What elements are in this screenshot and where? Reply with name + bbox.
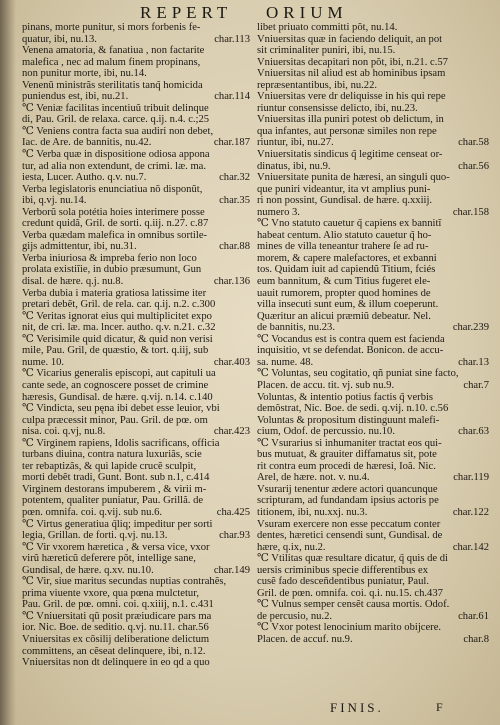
- index-line: [22, 553, 250, 565]
- index-entry-text: gijs admittentur, ibi, nu.31.: [22, 241, 137, 253]
- index-line: [22, 68, 250, 80]
- index-entry-text: Virginem destorans impuberem , & virii m-: [22, 483, 207, 495]
- index-entry-text: Verba quædam malefica in omnibus sortile-: [22, 229, 208, 241]
- index-entry-text: Vniuersitatis sindicus q̃ legitime censeat or-: [257, 149, 443, 161]
- index-entry-text: Venena amatoria, & fanatiua , non factarite: [22, 45, 205, 57]
- running-header-left: REPERT: [140, 3, 233, 22]
- index-line: [22, 322, 250, 334]
- index-entry-text: nume. 10.: [22, 356, 65, 368]
- index-column-right: [257, 22, 489, 712]
- index-entry-text: di, Pau. Gril. de relaxa. carce. q.ij. n.4. c.;25: [22, 114, 210, 126]
- index-entry-reference: char.88: [219, 241, 250, 253]
- index-entry-text: Voluntas & propositum distinguunt malefi-: [257, 414, 440, 426]
- index-line: [257, 161, 489, 173]
- index-line: [257, 380, 489, 392]
- index-entry-text: ℃ Vocandus est is contra quem est facienda: [257, 333, 445, 345]
- index-entry-text: ℃ Vniuersitati qũ posit præiudicare pars ma: [22, 610, 212, 622]
- index-column-left: [22, 22, 250, 712]
- index-entry-text: prima viuente vxore, qua pœna mulctetur,: [22, 587, 199, 599]
- index-line: [22, 634, 250, 646]
- index-entry-text: ℃ Verba quæ in dispositione odiosa appona: [22, 149, 210, 161]
- index-entry-reference: char.119: [453, 472, 489, 484]
- index-entry-text: ℃ Vicarius generalis episcopi, aut capituli ua: [22, 368, 216, 380]
- index-line: [257, 172, 489, 184]
- index-line: [257, 415, 489, 427]
- index-entry-text: legia, Grillan. de forti. q.vj. nu.13.: [22, 530, 168, 542]
- running-header-right: ORIUM: [266, 3, 348, 22]
- index-entry-text: bus mutuat, & grauiter diffamatus sit, pote: [257, 449, 437, 461]
- index-entry-reference: char.122: [452, 506, 489, 518]
- index-entry-reference: char.239: [452, 322, 489, 334]
- index-line: [22, 22, 250, 34]
- index-entry-text: culpa præcessit minor, Pau. Gril. de pœ. om: [22, 414, 208, 426]
- index-entry-text: dinatus, ibi, nu.9.: [257, 160, 331, 172]
- index-entry-reference: char.114: [214, 91, 250, 103]
- index-entry-text: iesta, Lucer. Autho. q.v. nu.7.: [22, 172, 147, 184]
- index-entry-text: que puniri videantur, ita vt amplius puni-: [257, 183, 431, 195]
- index-entry-reference: char.403: [213, 356, 250, 368]
- index-entry-reference: char.149: [213, 564, 250, 576]
- index-line: [22, 91, 250, 103]
- index-line: [257, 576, 489, 588]
- index-line: [22, 611, 250, 623]
- index-entry-text: titionem, ibi, nu.xxj. nu.3.: [257, 506, 368, 518]
- index-entry-text: ℃ Virginem rapiens, Idolis sacrificans, officia: [22, 437, 220, 449]
- index-line: [257, 311, 489, 323]
- index-entry-text: non punitur morte, ibi, nu.14.: [22, 68, 147, 80]
- index-line: [22, 415, 250, 427]
- index-line: [22, 599, 250, 611]
- index-entry-text: ℃ Vxor potest lenocinium marito obijcere.: [257, 622, 442, 634]
- index-entry-text: Vniuersitas ex cõsilij deliberatione delictum: [22, 633, 210, 645]
- index-line: [22, 345, 250, 357]
- index-line: [22, 461, 250, 473]
- index-entry-reference: char.56: [458, 160, 489, 172]
- index-line: [22, 530, 250, 542]
- index-entry-text: tos. Quidam iuit ad capiendũ Titium, fciés: [257, 264, 436, 276]
- index-line: [22, 195, 250, 207]
- index-entry-text: libet priuato committi põt, nu.14.: [257, 22, 398, 33]
- index-entry-text: ℃ Vir vxorem hæretica , & versa vice, vxor: [22, 541, 210, 553]
- index-entry-text: uauit rumorem, propter quod homines de: [257, 287, 431, 299]
- index-line: [22, 449, 250, 461]
- index-line: [257, 207, 489, 219]
- index-entry-text: demõstrat, Nic. Boe. de sedi. q.vij. n.10. c.56: [257, 403, 449, 415]
- index-entry-text: ℃ Vsurarius si inhumaniter tractat eos qui-: [257, 437, 442, 449]
- index-line: [22, 426, 250, 438]
- index-entry-text: Gril. de pœn. omnifa. coi. q.i. nu.15. ch.437: [257, 587, 443, 599]
- index-entry-text: pœn. omnifa. coi. q.vij. sub nu.6.: [22, 506, 163, 518]
- index-entry-text: turbans diuina, contra natura luxuriãs, scie: [22, 449, 202, 461]
- index-entry-text: Pau. Gril. de pœ. omni. coi. q.xiiij, n.1. c.431: [22, 599, 214, 611]
- index-entry-text: ter rebaptizãs, & qui lapide crucẽ sculpit,: [22, 460, 197, 472]
- index-line: [22, 380, 250, 392]
- index-line: [257, 461, 489, 473]
- index-line: [257, 334, 489, 346]
- index-entry-reference: char.8: [463, 633, 489, 645]
- index-line: [257, 218, 489, 230]
- index-entry-text: dentes, hæretici censendi sunt, Gundisal. de: [257, 530, 443, 542]
- index-entry-text: repræsentantibus, ibi, nu.22.: [257, 79, 378, 91]
- index-entry-text: sa. nume. 48.: [257, 356, 314, 368]
- index-line: [22, 484, 250, 496]
- index-line: [22, 161, 250, 173]
- index-line: [257, 357, 489, 369]
- index-line: [257, 276, 489, 288]
- index-entry-reference: char.63: [458, 426, 489, 438]
- index-entry-text: mines de villa teneantur trahere ſe ad ru-: [257, 241, 429, 253]
- index-line: [257, 45, 489, 57]
- index-entry-text: nisa. coi. q.vj, nu.8.: [22, 426, 106, 438]
- index-line: [257, 368, 489, 380]
- index-line: [22, 507, 250, 519]
- index-line: [257, 57, 489, 69]
- index-line: [257, 241, 489, 253]
- index-line: [257, 230, 489, 242]
- index-entry-text: Vniuersitas decapitari non põt, ibi, n.21. c.57: [257, 56, 448, 68]
- index-entry-text: ℃ Vno statuto cauetur q̃ capiens ex bannitĩ: [257, 218, 442, 230]
- index-line: [22, 126, 250, 138]
- index-entry-text: villa insecuti sunt eum, & illum coeperunt.: [257, 299, 439, 311]
- index-entry-text: ℃ Vulnus semper censẽt causa mortis. Odof.: [257, 599, 450, 611]
- index-entry-text: virũ hæreticũ deferere põt, intellige sane,: [22, 553, 196, 565]
- index-line: [257, 507, 489, 519]
- index-line: [22, 80, 250, 92]
- index-entry-text: Verba iniuriosa & impreba ferio non loco: [22, 252, 197, 264]
- index-entry-reference: char.93: [219, 530, 250, 542]
- index-line: [22, 588, 250, 600]
- index-entry-text: hæresis, Gundisal. de hære. q.vij. n.14. c.140: [22, 391, 213, 403]
- index-entry-text: inquisitio, vt se defendat. Bonicon. de accu-: [257, 345, 444, 357]
- index-entry-reference: char.32: [219, 172, 250, 184]
- index-entry-text: ℃ Vtilitas quæ resultare dicatur, q̃ quis de di: [257, 553, 448, 565]
- index-entry-text: quatur, ibi, nu.13.: [22, 33, 97, 45]
- index-entry-text: Verba dubia i materia gratiosa latissime iter: [22, 287, 207, 299]
- index-entry-text: puniendus est, ibi, nu.21.: [22, 91, 129, 103]
- index-line: [257, 195, 489, 207]
- index-entry-text: ℃ Virtus generatiua q̃liq; impeditur per sorti: [22, 518, 213, 530]
- finis-mark: FINIS.: [330, 700, 384, 715]
- index-entry-text: ℃ Veniæ facilitas incentiuũ tribuit delinque: [22, 102, 209, 114]
- index-line: [257, 588, 489, 600]
- page-gutter-shadow: [0, 0, 16, 725]
- index-line: [257, 103, 489, 115]
- index-line: [22, 230, 250, 242]
- index-line: [257, 599, 489, 611]
- index-entry-reference: char.13: [458, 356, 489, 368]
- index-entry-text: Placen. de accuf. nu.9.: [257, 633, 353, 645]
- index-entry-text: morti debẽt tradi, Gunt. Bont. sub n.1, c.414: [22, 472, 210, 484]
- index-line: [257, 322, 489, 334]
- index-entry-text: ior. Nic. Boe. de seditio. q.vj. nu.11. char.56: [22, 622, 209, 634]
- index-entry-reference: cha.425: [216, 506, 250, 518]
- index-entry-text: Vniuersitas vere dr deliquisse in his qui repe: [257, 91, 446, 103]
- index-line: [257, 264, 489, 276]
- index-line: [22, 276, 250, 288]
- index-entry-reference: char.187: [213, 137, 250, 149]
- index-entry-reference: char.136: [213, 276, 250, 288]
- index-entry-text: Verba legislatoris enunciatiua nõ disponũt,: [22, 183, 203, 195]
- index-entry-text: Vniuersitas non dt delinquere in eo qd a quo: [22, 657, 210, 669]
- index-entry-text: riuntur consensisse delicto, ibi, nu.23.: [257, 102, 418, 114]
- index-entry-text: disal. de hære. q.j. nu.8.: [22, 276, 124, 288]
- index-line: [257, 622, 489, 634]
- index-line: [257, 392, 489, 404]
- index-line: [22, 288, 250, 300]
- index-entry-text: potentem, qualiter puniatur, Pau. Grillã. de: [22, 495, 204, 507]
- index-entry-text: Venenũ ministrãs sterilitatis tanq̃ homicida: [22, 79, 203, 91]
- index-line: [22, 334, 250, 346]
- index-entry-text: sit criminaliter puniri, ibi, nu.15.: [257, 45, 396, 57]
- index-entry-text: Gundisal, de hære. q.xv. nu.10.: [22, 564, 154, 576]
- index-line: [257, 484, 489, 496]
- index-line: [257, 542, 489, 554]
- index-line: [257, 288, 489, 300]
- index-line: [22, 357, 250, 369]
- index-line: [22, 622, 250, 634]
- index-line: [22, 565, 250, 577]
- index-entry-text: ri non possint, Gundisal. de hære. q.xxiij.: [257, 195, 433, 207]
- index-entry-text: Vniuersitas nil aliud est ab hominibus ipsam: [257, 68, 446, 80]
- index-entry-reference: char.113: [214, 33, 250, 45]
- index-entry-text: ibi, q.vj. nu.14.: [22, 195, 87, 207]
- index-entry-text: de bannitis, nu.23.: [257, 322, 335, 334]
- index-line: [22, 646, 250, 658]
- index-entry-text: Voluntas, & intentio potius factis q̃ verbis: [257, 391, 434, 403]
- index-line: [22, 57, 250, 69]
- index-line: [257, 22, 489, 34]
- index-line: [22, 519, 250, 531]
- index-line: [22, 368, 250, 380]
- index-line: [257, 519, 489, 531]
- index-line: [257, 68, 489, 80]
- index-line: [257, 611, 489, 623]
- index-line: [22, 184, 250, 196]
- index-entry-text: nit, de cri. læ. ma. lncer. autho. q.v. n.21. c.32: [22, 322, 216, 334]
- index-line: [257, 137, 489, 149]
- index-entry-reference: char.7: [463, 379, 489, 391]
- index-line: [22, 495, 250, 507]
- index-line: [22, 299, 250, 311]
- index-entry-text: qua infantes, aut personæ similes non repe: [257, 125, 437, 137]
- index-line: [257, 149, 489, 161]
- index-line: [257, 426, 489, 438]
- index-entry-text: tur, ad alia non extendunt, de crimi. læ. ma.: [22, 160, 207, 172]
- index-entry-text: Vniuersitas illa puniri potest ob delictum, in: [257, 114, 444, 126]
- index-entry-text: Vniuersitas quæ in faciendo deliquit, an pot: [257, 33, 443, 45]
- index-entry-text: ℃ Vindicta, seu pęna ibi debet esse leuior, vbi: [22, 403, 220, 415]
- signature-mark: F: [436, 700, 443, 714]
- index-line: [22, 264, 250, 276]
- index-line: [22, 241, 250, 253]
- index-line: [257, 34, 489, 46]
- index-line: [257, 299, 489, 311]
- index-entry-reference: char.142: [452, 541, 489, 553]
- index-entry-reference: char.158: [452, 206, 489, 218]
- index-entry-text: riuntur, ibi, nu.27.: [257, 137, 334, 149]
- index-line: [22, 438, 250, 450]
- index-entry-text: ℃ Vir, siue maritus secundas nuptias contrahẽs,: [22, 576, 227, 588]
- index-line: [22, 403, 250, 415]
- index-line: [22, 34, 250, 46]
- index-line: [22, 45, 250, 57]
- index-line: [22, 207, 250, 219]
- index-entry-text: committens, an cẽseat delinquere, ibi, n.12.: [22, 645, 206, 657]
- index-line: [257, 634, 489, 646]
- index-entry-text: Arel, de hære. not. v. nu.4.: [257, 472, 370, 484]
- index-line: [257, 253, 489, 265]
- index-entry-reference: char.58: [458, 137, 489, 149]
- index-entry-text: ℃ Veniens contra facta sua audiri non debet,: [22, 125, 214, 137]
- index-line: [22, 542, 250, 554]
- index-entry-reference: char.423: [213, 426, 250, 438]
- index-line: [22, 137, 250, 149]
- index-line: [257, 114, 489, 126]
- index-line: [22, 253, 250, 265]
- index-line: [22, 149, 250, 161]
- index-line: [22, 311, 250, 323]
- index-entry-text: pretari debẽt, Gril. de rela. car. q.ij. n.2. c.300: [22, 299, 216, 311]
- index-line: [22, 114, 250, 126]
- index-entry-text: credunt quidã, Gril. de sorti. q.iij. n.27. c.87: [22, 218, 209, 230]
- index-entry-text: Verborũ sola potétia hoies interimere posse: [22, 206, 205, 218]
- index-entry-text: scripturam, ad fundandam ipsius actoris pe: [257, 495, 439, 507]
- index-line: [22, 172, 250, 184]
- index-line: [257, 472, 489, 484]
- index-entry-text: ℃ Voluntas, seu cogitatio, qñ puniat sine facto,: [257, 368, 459, 380]
- index-entry-text: Placen. de accu. tit. vj. sub nu.9.: [257, 379, 395, 391]
- index-entry-reference: char.61: [458, 610, 489, 622]
- index-entry-text: Quæritur an alicui præmiũ debeatur. Nel.: [257, 310, 431, 322]
- index-line: [257, 553, 489, 565]
- index-line: [22, 218, 250, 230]
- index-line: [257, 495, 489, 507]
- index-line: [22, 576, 250, 588]
- index-entry-text: Vniuersitate punita de hæresi, an singuli quo-: [257, 172, 450, 184]
- index-entry-text: cusẽ fado desceñdentibus puniatur, Paul.: [257, 576, 429, 588]
- index-entry-text: morem, & capere malefactores, et exbanni: [257, 252, 437, 264]
- index-entry-text: cium, Odof. de percussio. nu.10.: [257, 426, 395, 438]
- index-entry-text: pinans, morte punitur, si mors forbenis fe-: [22, 22, 201, 33]
- index-line: [257, 91, 489, 103]
- index-entry-text: cante sede, an cognoscere posset de crimine: [22, 379, 209, 391]
- index-entry-text: Vsurarij tenentur ædere actori quancunque: [257, 483, 438, 495]
- index-line: [257, 403, 489, 415]
- index-line: [22, 472, 250, 484]
- index-line: [22, 657, 250, 669]
- index-line: [257, 184, 489, 196]
- index-line: [257, 530, 489, 542]
- index-line: [22, 103, 250, 115]
- index-entry-text: mile, Pau. Gril, de quæstio, & tort. q.iij, sub: [22, 345, 209, 357]
- index-entry-text: de percusio, nu.2.: [257, 610, 333, 622]
- index-entry-text: prolata existiĩie, in dubio præsumunt, Gun: [22, 264, 202, 276]
- index-entry-text: Iac. de Are. de bannitis, nu.42.: [22, 137, 152, 149]
- index-entry-text: malefica , nec ad malum finem propinans,: [22, 56, 201, 68]
- index-entry-text: ℃ Verisimile quid dicatur, & quid non verisi: [22, 333, 213, 345]
- index-entry-reference: char.35: [219, 195, 250, 207]
- index-line: [257, 345, 489, 357]
- index-line: [257, 126, 489, 138]
- index-entry-text: ℃ Veritas ignorat eius qui multiplicitet expo: [22, 310, 212, 322]
- index-entry-text: eum bannitum, & cum Titius fugeret ele-: [257, 276, 431, 288]
- index-entry-text: rit contra eum procedi de hæresi, Ioã. Nic.: [257, 460, 436, 472]
- index-entry-text: uersis criminibus specie differentibus ex: [257, 564, 429, 576]
- index-entry-text: hære, q.ix, nu.2.: [257, 541, 326, 553]
- index-line: [257, 80, 489, 92]
- index-entry-text: numero 3.: [257, 206, 300, 218]
- index-line: [257, 438, 489, 450]
- index-entry-text: Vsuram exercere non esse peccatum conter: [257, 518, 441, 530]
- index-line: [257, 449, 489, 461]
- index-entry-text: habeat centum. Alio statuto cauetur q̃ ho-: [257, 229, 432, 241]
- index-line: [22, 392, 250, 404]
- running-header: [0, 3, 500, 23]
- index-line: [257, 565, 489, 577]
